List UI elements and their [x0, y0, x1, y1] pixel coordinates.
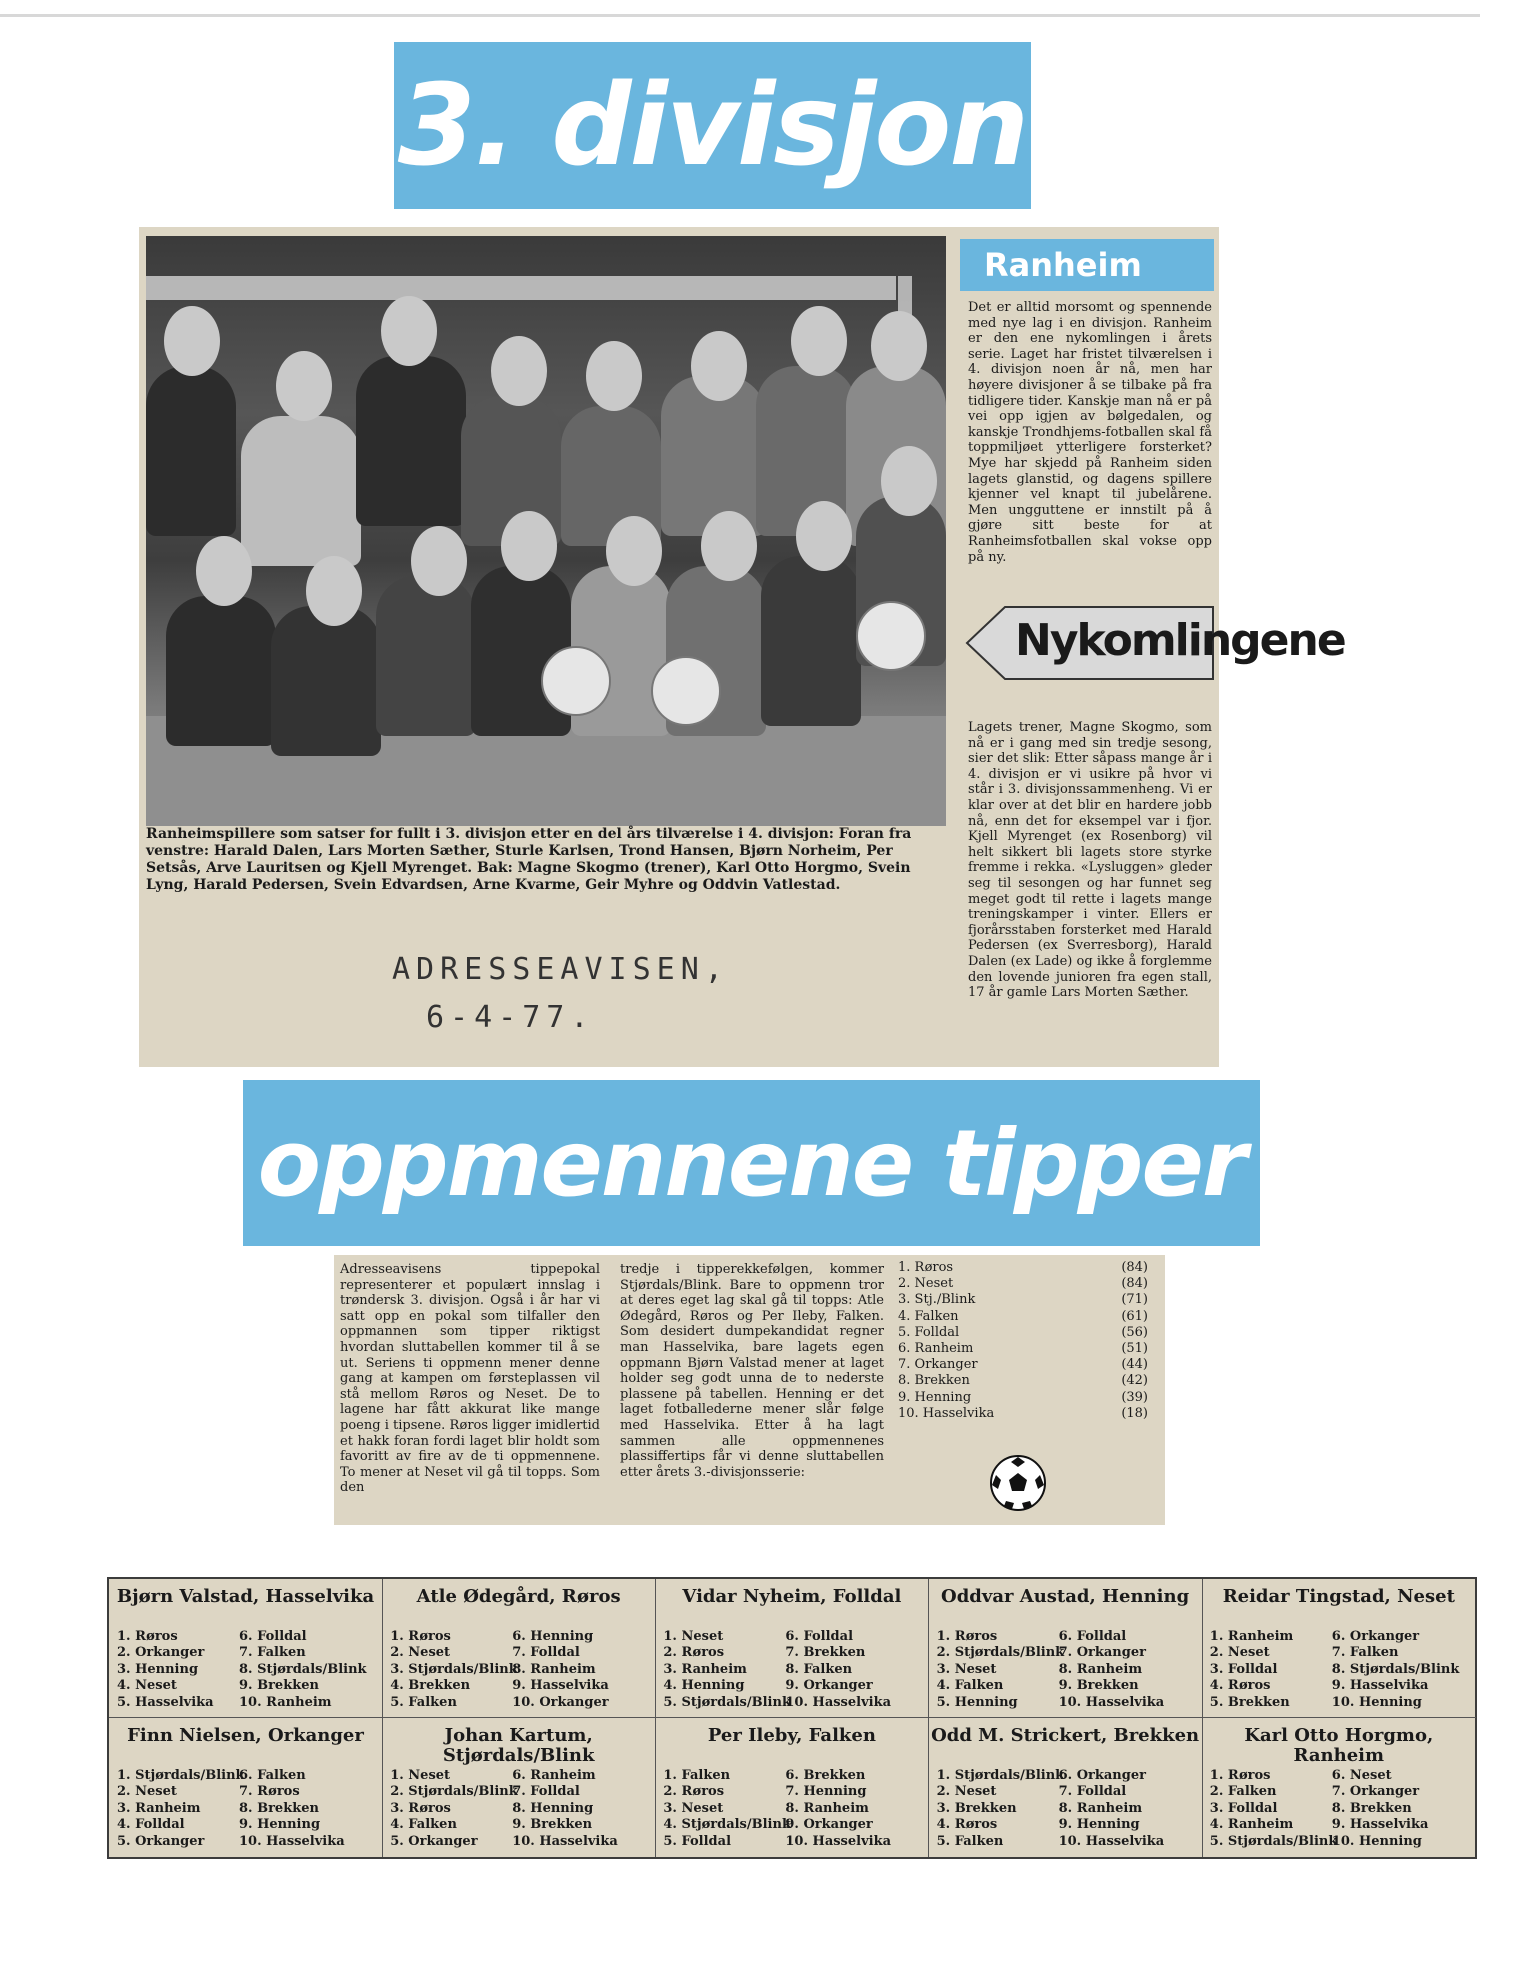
prediction-pick: 1. Neset: [390, 1768, 451, 1783]
prediction-pick: 2. Neset: [936, 1784, 997, 1800]
prediction-card: [109, 1718, 383, 1857]
standings-team: 8. Brekken: [898, 1373, 970, 1389]
standings-team: 1. Røros: [898, 1260, 954, 1275]
standings-row: [898, 1357, 1148, 1373]
standings-points: (84): [1121, 1276, 1148, 1292]
prediction-pick: 1. Neset: [663, 1629, 724, 1644]
soccer-ball-icon: [988, 1453, 1048, 1513]
prediction-pick: 5. Henning: [936, 1694, 1018, 1710]
standings-points: (39): [1121, 1389, 1148, 1405]
prediction-pick: 3. Neset: [663, 1800, 724, 1816]
prediction-pick: 7. Henning: [785, 1784, 867, 1800]
prediction-pick: 6. Neset: [1331, 1768, 1392, 1783]
prediction-pick: 5. Falken: [936, 1833, 1004, 1849]
player-figure: [146, 366, 236, 536]
standings-team: 2. Neset: [898, 1276, 954, 1292]
prediction-pick: 3. Folldal: [1209, 1800, 1278, 1816]
player-head: [276, 351, 332, 421]
prediction-card: [1202, 1579, 1476, 1718]
prediction-pick: 6. Brekken: [785, 1768, 866, 1783]
prediction-pick: 1. Stjørdals/Blink: [117, 1768, 245, 1783]
player-head: [411, 526, 467, 596]
player-head: [196, 536, 252, 606]
standings-points: (84): [1121, 1260, 1148, 1275]
prediction-pick: 10. Hasselvika: [512, 1833, 618, 1849]
prediction-pick: 8. Brekken: [1331, 1800, 1412, 1816]
standings-team: 6. Ranheim: [898, 1341, 974, 1357]
player-figure: [241, 416, 361, 566]
standings-team: 5. Folldal: [898, 1324, 960, 1340]
prediction-pick: 10. Orkanger: [512, 1694, 609, 1710]
prediction-pick: 2. Neset: [1209, 1645, 1270, 1661]
division-banner: 3. divisjon: [394, 42, 1031, 209]
prediction-pick: 7. Orkanger: [1331, 1784, 1420, 1800]
prediction-pick: 3. Folldal: [1209, 1661, 1278, 1677]
prediction-pick: 7. Falken: [1331, 1645, 1399, 1661]
prediction-pick: 5. Stjørdals/Blink: [1209, 1833, 1338, 1849]
player-figure: [356, 356, 466, 526]
player-head: [164, 306, 220, 376]
nykomlingene-label: Nykomlingene: [1015, 615, 1345, 666]
predictor-name: Vidar Nyheim, Folldal: [682, 1586, 902, 1607]
standings-points: (42): [1121, 1373, 1148, 1389]
prediction-pick: 6. Orkanger: [1331, 1629, 1420, 1644]
prediction-pick: 7. Orkanger: [1058, 1645, 1146, 1661]
prediction-pick: 8. Stjørdals/Blink: [1331, 1661, 1460, 1677]
standings-team: 10. Hasselvika: [898, 1405, 995, 1421]
prediction-pick: 10. Hasselvika: [785, 1694, 892, 1710]
player-figure: [166, 596, 276, 746]
page-top-rule: [0, 14, 1480, 17]
prediction-pick: 5. Orkanger: [390, 1833, 478, 1849]
prediction-pick: 8. Ranheim: [1058, 1800, 1143, 1816]
prediction-pick: 9. Brekken: [512, 1817, 593, 1833]
standings-row: [898, 1309, 1148, 1325]
prediction-list: [655, 1629, 928, 1711]
prediction-pick: 6. Henning: [512, 1629, 594, 1644]
prediction-card: [382, 1579, 656, 1718]
standings-points: (56): [1121, 1324, 1148, 1340]
ranheim-intro-text: Det er alltid morsomt og spennende med nye lag i en divisjon. Ranheim er den ene nykomlingen i årets serie. Laget har fristet tilværelsen i 4. divisjon noen år nå, men har høyere divisjoner å se tilbake på fra tidligere tider. Kanskje man nå er på vei opp igjen av bølgedalen, og kanskje Trondhjems-fotballen skal få toppmiljøet ytterligere forsterket? Mye har skjedd på Ranheim siden lagets glanstid, og dagens spillere kjenner vel knapt til jubelårene. Men ungguttene er innstilt på å gjøre sitt beste for at Ranheimsfotballen skal vokse opp på ny.: [968, 300, 1212, 565]
standings-team: 3. Stj./Blink: [898, 1292, 976, 1308]
prediction-list: [655, 1768, 928, 1850]
prediction-pick: 7. Folldal: [512, 1645, 580, 1661]
prediction-pick: 4. Røros: [1209, 1678, 1271, 1694]
player-head: [871, 311, 927, 381]
player-head: [381, 296, 437, 366]
player-head: [791, 306, 847, 376]
prediction-pick: 2. Falken: [1209, 1784, 1277, 1800]
predictor-name: Finn Nielsen, Orkanger: [127, 1725, 364, 1746]
player-head: [881, 446, 937, 516]
prediction-pick: 5. Stjørdals/Blink: [663, 1694, 791, 1710]
prediction-pick: 9. Orkanger: [785, 1678, 873, 1694]
predictor-name: Per Ileby, Falken: [707, 1725, 876, 1746]
prediction-card: [929, 1718, 1203, 1857]
standings-points: (61): [1121, 1308, 1148, 1324]
football: [651, 656, 721, 726]
predictor-name: Bjørn Valstad, Hasselvika: [116, 1586, 375, 1607]
prediction-pick: 8. Stjørdals/Blink: [239, 1661, 367, 1677]
prediction-pick: 2. Stjørdals/Blink: [936, 1645, 1065, 1661]
photo-caption: Ranheimspillere som satser for fullt i 3. divisjon etter en del års tilværelse i 4. divisjon: Foran fra venstre: Harald Dalen, Lars Morten Sæther, Sturle Karlsen, Trond Hansen, Bjørn Norheim, Per Setsås, Arve Lauritsen og Kjell Myrenget. Bak: Magne Skogmo (trener), Karl Otto Horgmo, Svein Lyng, Harald Pedersen, Svein Edvardsen, Arne Kvarme, Geir Myhre og Oddvin Vatlestad.: [146, 826, 912, 893]
standings-points: (71): [1121, 1292, 1148, 1308]
prediction-pick: 2. Røros: [663, 1645, 725, 1661]
prediction-list: [109, 1629, 382, 1711]
player-head: [306, 556, 362, 626]
handwritten-source: ADRESSEAVISEN,: [392, 952, 729, 987]
prediction-pick: 7. Falken: [239, 1645, 306, 1661]
player-head: [691, 331, 747, 401]
prediction-pick: 4. Falken: [390, 1817, 457, 1833]
prediction-pick: 5. Brekken: [1209, 1694, 1290, 1710]
prediction-pick: 6. Falken: [239, 1768, 306, 1783]
prediction-pick: 7. Folldal: [1058, 1784, 1127, 1800]
prediction-list: [109, 1768, 382, 1850]
standings-row: [898, 1390, 1148, 1406]
prediction-pick: 4. Henning: [663, 1678, 745, 1694]
final-standings-table: [898, 1260, 1148, 1422]
predictor-name: Karl Otto Horgmo, Ranheim: [1244, 1725, 1434, 1766]
goal-crossbar: [146, 276, 896, 300]
prediction-pick: 6. Folldal: [239, 1629, 307, 1644]
prediction-card: [655, 1579, 929, 1718]
standings-row: [898, 1406, 1148, 1422]
prediction-pick: 1. Falken: [663, 1768, 731, 1783]
tipping-text-column-2: tredje i tipperekkefølgen, kommer Stjørdals/Blink. Bare to oppmenn tror at deres eget lag skal gå til topps: Atle Ødegård, Røros og Per Ileby, Falken. Som desidert dumpekandidat regner man Hasselvika, bare lagets egen oppmann Bjørn Valstad mener at laget holder seg godt unna de to nederste plassene på tabellen. Henning er det laget fotballederne mener slår følge med Hasselvika. Etter å ha lagt sammen alle oppmennenes plassiffertips får vi denne sluttabellen etter årets 3.-divisjonsserie:: [620, 1262, 884, 1480]
prediction-list: [382, 1629, 655, 1711]
prediction-pick: 3. Ranheim: [663, 1661, 747, 1677]
prediction-pick: 1. Røros: [1209, 1768, 1271, 1783]
standings-points: (44): [1121, 1357, 1148, 1373]
standings-row: [898, 1276, 1148, 1292]
prediction-pick: 8. Ranheim: [785, 1800, 869, 1816]
prediction-pick: 2. Orkanger: [117, 1645, 205, 1661]
prediction-pick: 9. Brekken: [239, 1678, 319, 1694]
prediction-pick: 5. Folldal: [663, 1833, 732, 1849]
prediction-pick: 6. Orkanger: [1058, 1768, 1146, 1783]
prediction-pick: 10. Henning: [1331, 1694, 1422, 1710]
prediction-pick: 8. Brekken: [239, 1800, 319, 1816]
player-head: [701, 511, 757, 581]
tipping-banner: oppmennene tipper: [243, 1080, 1260, 1246]
prediction-pick: 7. Folldal: [512, 1784, 580, 1800]
prediction-list: [382, 1768, 655, 1850]
prediction-pick: 7. Røros: [239, 1784, 300, 1800]
team-photo: [146, 236, 946, 826]
standings-points: (18): [1121, 1405, 1148, 1421]
prediction-pick: 2. Neset: [390, 1645, 451, 1661]
player-head: [586, 341, 642, 411]
predictor-name: Oddvar Austad, Henning: [941, 1586, 1190, 1607]
prediction-pick: 1. Røros: [117, 1629, 178, 1644]
prediction-pick: 4. Falken: [936, 1678, 1004, 1694]
prediction-card: [929, 1579, 1203, 1718]
prediction-pick: 4. Brekken: [390, 1678, 471, 1694]
standings-team: 4. Falken: [898, 1308, 959, 1324]
prediction-pick: 10. Ranheim: [239, 1694, 332, 1710]
prediction-pick: 6. Folldal: [785, 1629, 854, 1644]
prediction-pick: 8. Ranheim: [1058, 1661, 1143, 1677]
prediction-pick: 6. Ranheim: [512, 1768, 596, 1783]
prediction-pick: 3. Stjørdals/Blink: [390, 1661, 518, 1677]
prediction-pick: 2. Neset: [117, 1784, 177, 1800]
standings-row: [898, 1325, 1148, 1341]
prediction-card: [655, 1718, 929, 1857]
prediction-pick: 9. Hasselvika: [1331, 1817, 1429, 1833]
prediction-card: [1202, 1718, 1476, 1857]
tipping-text-column-1: Adresseavisens tippepokal representerer et populært innslag i trøndersk 3. divisjon. Også i år har vi satt opp en pokal som tilfaller den oppmannen som tipper riktigst hvordan sluttabellen kommer til å se ut. Seriens ti oppmenn mener denne gang at kampen om førsteplassen vil stå mellom Røros og Neset. De to lagene har fått akkurat like mange poeng i tipsene. Røros ligger imidlertid et hakk foran fordi laget blir holdt som favoritt av fire av de ti oppmennene. To mener at Neset vil gå til topps. Som den: [340, 1262, 600, 1496]
prediction-pick: 9. Henning: [239, 1817, 321, 1833]
player-figure: [271, 606, 381, 756]
standings-row: [898, 1260, 1148, 1276]
prediction-pick: 5. Falken: [390, 1694, 457, 1710]
predictor-name: Reidar Tingstad, Neset: [1222, 1586, 1455, 1607]
prediction-pick: 5. Hasselvika: [117, 1694, 214, 1710]
prediction-pick: 1. Stjørdals/Blink: [936, 1768, 1065, 1783]
predictor-name: Odd M. Strickert, Brekken: [931, 1725, 1200, 1746]
prediction-pick: 8. Falken: [785, 1661, 853, 1677]
player-figure: [761, 556, 861, 726]
prediction-pick: 8. Henning: [512, 1800, 594, 1816]
prediction-pick: 6. Folldal: [1058, 1629, 1127, 1644]
prediction-pick: 10. Henning: [1331, 1833, 1422, 1849]
prediction-pick: 3. Henning: [117, 1661, 199, 1677]
prediction-pick: 10. Hasselvika: [1058, 1833, 1165, 1849]
standings-team: 9. Henning: [898, 1389, 972, 1405]
prediction-pick: 9. Orkanger: [785, 1817, 873, 1833]
standings-row: [898, 1341, 1148, 1357]
prediction-pick: 9. Hasselvika: [512, 1678, 609, 1694]
prediction-pick: 4. Neset: [117, 1678, 177, 1694]
ranheim-heading: Ranheim: [960, 239, 1214, 291]
prediction-pick: 2. Stjørdals/Blink: [390, 1784, 518, 1800]
prediction-list: [1202, 1768, 1476, 1850]
standings-points: (51): [1121, 1341, 1148, 1357]
prediction-pick: 10. Hasselvika: [785, 1833, 892, 1849]
football: [856, 601, 926, 671]
prediction-pick: 8. Ranheim: [512, 1661, 596, 1677]
player-head: [796, 501, 852, 571]
prediction-pick: 4. Stjørdals/Blink: [663, 1817, 791, 1833]
predictor-name: Johan Kartum, Stjørdals/Blink: [442, 1725, 595, 1766]
player-head: [606, 516, 662, 586]
prediction-pick: 3. Røros: [390, 1800, 451, 1816]
prediction-pick: 7. Brekken: [785, 1645, 866, 1661]
player-head: [491, 336, 547, 406]
prediction-pick: 1. Ranheim: [1209, 1629, 1294, 1644]
predictor-name: Atle Ødegård, Røros: [416, 1586, 621, 1607]
standings-team: 7. Orkanger: [898, 1357, 978, 1373]
prediction-pick: 10. Hasselvika: [239, 1833, 345, 1849]
football: [541, 646, 611, 716]
standings-row: [898, 1292, 1148, 1308]
nykomlingene-heading: [965, 605, 1345, 681]
prediction-pick: 3. Neset: [936, 1661, 997, 1677]
prediction-pick: 1. Røros: [390, 1629, 451, 1644]
prediction-pick: 9. Hasselvika: [1331, 1678, 1429, 1694]
prediction-pick: 4. Folldal: [117, 1817, 185, 1833]
prediction-pick: 4. Røros: [936, 1817, 998, 1833]
handwritten-date: 6-4-77.: [426, 1000, 595, 1035]
trainer-article-text: Lagets trener, Magne Skogmo, som nå er i gang med sin tredje sesong, sier det slik: Etter såpass mange år i 4. divisjon er vi usikre på hvor vi står i 3. divisjonssammenheng. Vi er klar over at det blir en hardere jobb nå, enn det for eksempel var i fjor. Kjell Myrenget (ex Rosenborg) vil helt sikkert bli lagets store styrke fremme i rekka. «Lysluggen» gleder seg til sesongen og har funnet seg meget godt til rette i lagets mange treningskamper i vinter. Ellers er fjorårsstaben forsterket med Harald Pedersen (ex Sverresborg), Harald Dalen (ex Lade) og ikke å forglemme den lovende junioren fra egen stall, 17 år gamle Lars Morten Sæther.: [968, 720, 1212, 1001]
player-figure: [376, 576, 476, 736]
prediction-pick: 1. Røros: [936, 1629, 998, 1644]
prediction-pick: 10. Hasselvika: [1058, 1694, 1165, 1710]
prediction-pick: 3. Ranheim: [117, 1800, 201, 1816]
player-head: [501, 511, 557, 581]
prediction-list: [1202, 1629, 1476, 1711]
prediction-pick: 3. Brekken: [936, 1800, 1017, 1816]
prediction-pick: 9. Henning: [1058, 1817, 1140, 1833]
prediction-list: [929, 1629, 1202, 1711]
prediction-pick: 2. Røros: [663, 1784, 725, 1800]
prediction-card: [382, 1718, 656, 1857]
prediction-card: [109, 1579, 383, 1718]
prediction-pick: 9. Brekken: [1058, 1678, 1139, 1694]
prediction-pick: 4. Ranheim: [1209, 1817, 1294, 1833]
prediction-pick: 5. Orkanger: [117, 1833, 205, 1849]
prediction-list: [929, 1768, 1202, 1850]
standings-row: [898, 1373, 1148, 1389]
